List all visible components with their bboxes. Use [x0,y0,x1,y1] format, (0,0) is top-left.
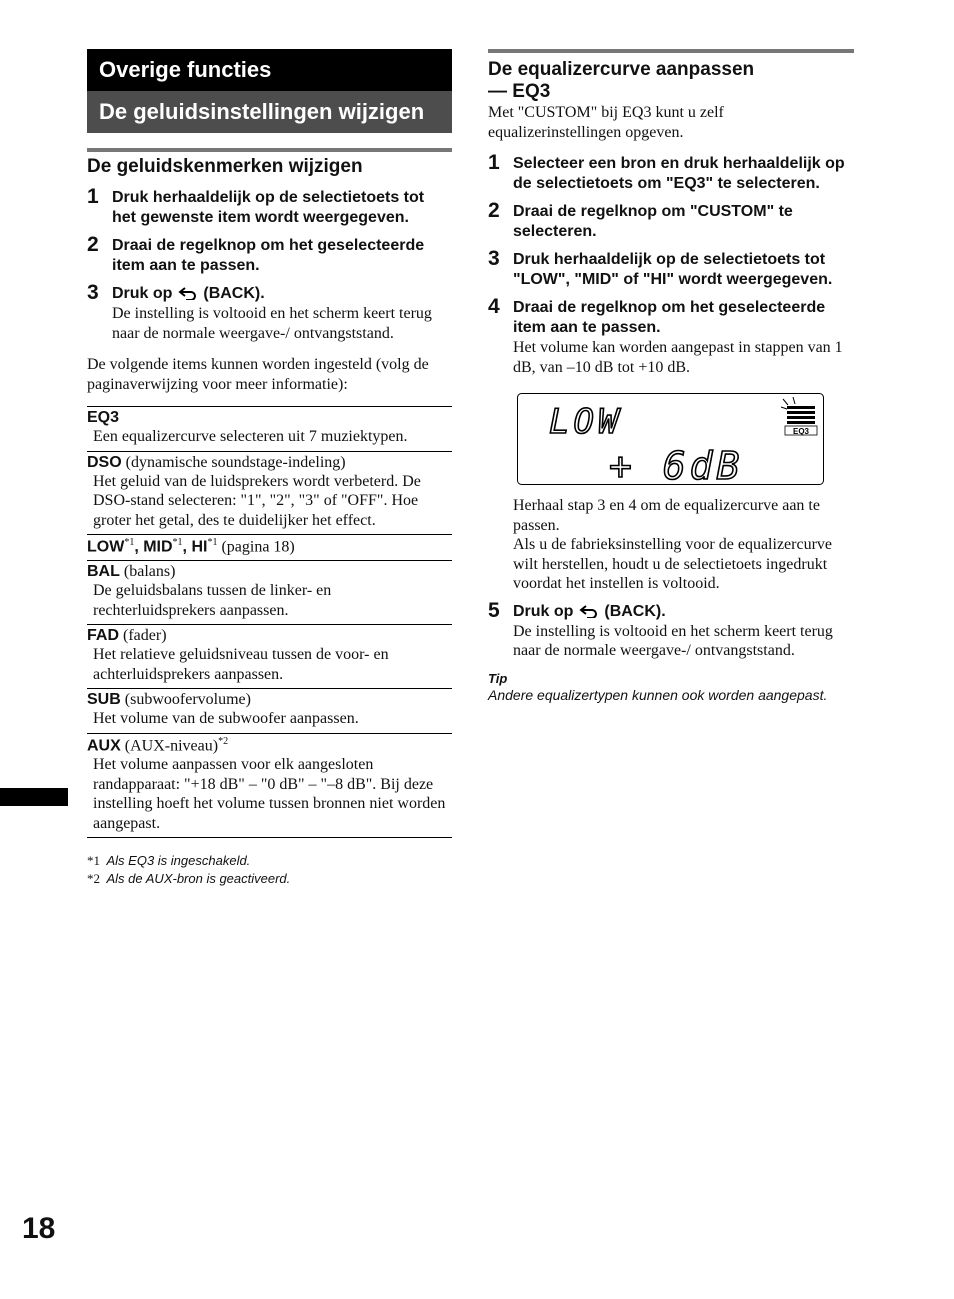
setting-description: Het relatieve geluidsniveau tussen de voor- en achterluidsprekers aanpassen. [93,646,389,683]
footnote-text: Als EQ3 is ingeschakeld. [106,853,251,869]
settings-list [87,406,452,838]
setting-key: SUB [87,691,121,709]
right-column [488,49,854,704]
back-arrow-icon [578,604,600,618]
setting-fad [87,624,452,688]
setting-description: Het volume van de subwoofer aanpassen. [93,710,359,728]
left-step-2 [87,233,452,276]
tip-text: Andere equalizertypen kunnen ook worden aangepast. [488,686,828,703]
setting-bal [87,560,452,624]
setting-description: Een equalizercurve selecteren uit 7 muziektypen. [93,428,408,445]
footnotes [87,852,452,888]
step-instruction: Draai de regelknop om "CUSTOM" te selecteren. [513,203,793,240]
step-number: 3 [87,281,99,304]
separator: , [134,538,144,556]
step-number: 2 [488,199,500,222]
left-step-3 [87,281,452,343]
step-instruction [513,602,854,622]
repeat-steps-note: Herhaal stap 3 en 4 om de equalizercurve aan te passen. [513,497,820,534]
lcd-line-1: LOW [549,402,623,442]
lcd-line-2: + 6dB [609,444,744,485]
step-result: De instelling is voltooid en het scherm keert terug naar de normale weergave-/ ontvangststand. [112,305,432,342]
step-instruction-pre: Druk op [112,285,173,302]
section-rule [87,148,452,152]
step-number: 5 [488,598,500,622]
setting-key-low: LOW [87,538,125,556]
left-step-1 [87,185,452,228]
eq-intro: Met "CUSTOM" bij EQ3 kunt u zelf equalizerinstellingen opgeven. [488,104,724,141]
step-number: 4 [488,295,500,318]
page-number: 18 [22,1212,56,1245]
step-number: 1 [87,185,99,208]
page-reference: (pagina 18) [221,538,295,556]
step-instruction-pre: Druk op [513,602,574,620]
section-header: De geluidsinstellingen wijzigen [87,91,452,133]
setting-aux [87,733,452,837]
footnote-ref: *1 [207,537,218,548]
step-result: De instelling is voltooid en het scherm keert terug naar de normale weergave-/ ontvangststand. [513,622,833,659]
chapter-header: Overige functies [87,49,452,91]
chapter-tab-marker [0,788,68,806]
setting-subtitle: (balans) [123,563,176,581]
section-rule [488,49,854,53]
setting-description: Het geluid van de luidsprekers wordt verbeterd. De DSO-stand selecteren: "1", "2", "3" of "OFF". Hoe groter het getal, des te duidelijker het effect. [93,472,421,529]
left-column [87,49,452,888]
step-instruction-post: (BACK). [203,285,265,302]
setting-sub [87,688,452,733]
footnote-2 [87,870,452,888]
right-step-2 [488,199,854,242]
setting-key: FAD [87,627,119,645]
setting-low-mid-hi [87,534,452,560]
setting-description: De geluidsbalans tussen de linker- en rechterluidsprekers aanpassen. [93,582,332,619]
step-instruction-post: (BACK). [604,602,666,620]
footnote-mark: *1 [87,853,100,869]
step-number: 3 [488,247,500,270]
list-end-rule [87,837,452,838]
setting-key-mid: MID [143,538,173,556]
setting-dso [87,451,452,535]
footnote-ref: *2 [218,735,229,747]
after-display-notes [488,496,854,594]
footnote-ref: *1 [124,537,135,548]
step-instruction [112,284,452,304]
separator: , [182,538,192,556]
step-instruction: Druk herhaaldelijk op de selectietoets tot het gewenste item wordt weergegeven. [112,189,425,226]
eq-curve-title-line2: — EQ3 [488,81,551,102]
right-step-3 [488,247,854,290]
setting-subtitle: (subwoofervolume) [124,691,251,709]
step-instruction: Draai de regelknop om het geselecteerde item aan te passen. [513,299,826,336]
setting-key: DSO [87,453,122,471]
setting-key: AUX [87,737,121,755]
step-instruction: Selecteer een bron en druk herhaaldelijk op de selectietoets om "EQ3" te selecteren. [513,155,845,192]
eq3-badge: EQ3 [792,427,810,436]
setting-key: BAL [87,563,120,581]
setting-subtitle: (dynamische soundstage-indeling) [125,453,346,471]
eq-curve-title [488,59,854,103]
setting-description: Het volume aanpassen voor elk aangesloten randapparaat: "+18 dB" – "0 dB" – "–8 dB". Bij deze instelling hoeft het volume tussen bronnen niet worden aangepast. [93,756,446,832]
step-number: 2 [87,233,99,256]
step-result: Het volume kan worden aangepast in stappen van 1 dB, van –10 dB tot +10 dB. [513,339,843,376]
footnote-1 [87,852,452,870]
back-arrow-icon [177,286,199,300]
footnote-mark: *2 [87,871,100,887]
setting-subtitle: (AUX-niveau) [124,737,219,755]
footnote-text: Als de AUX-bron is geactiveerd. [106,871,291,887]
factory-reset-note: Als u de fabrieksinstelling voor de equalizercurve wilt herstellen, houdt u de selectietoets ingedrukt voordat het instellen is voltooid. [513,536,832,592]
step-instruction: Draai de regelknop om het geselecteerde item aan te passen. [112,237,425,274]
sound-features-title: De geluidskenmerken wijzigen [87,156,363,177]
step-instruction: Druk herhaaldelijk op de selectietoets tot "LOW", "MID" of "HI" wordt weergegeven. [513,251,833,288]
lcd-display-illustration [517,393,824,485]
setting-key-hi: HI [191,538,208,556]
items-intro: De volgende items kunnen worden ingesteld (volg de paginaverwijzing voor meer informatie): [87,356,429,393]
footnote-ref: *1 [172,537,183,548]
tip-label: Tip [488,670,508,686]
step-number: 1 [488,151,500,174]
eq-curve-title-line1: De equalizercurve aanpassen [488,59,755,80]
right-step-5 [488,598,854,661]
setting-key: EQ3 [87,409,120,426]
setting-subtitle: (fader) [123,627,167,645]
right-step-4 [488,295,854,377]
right-step-1 [488,151,854,194]
setting-eq3 [87,406,452,451]
